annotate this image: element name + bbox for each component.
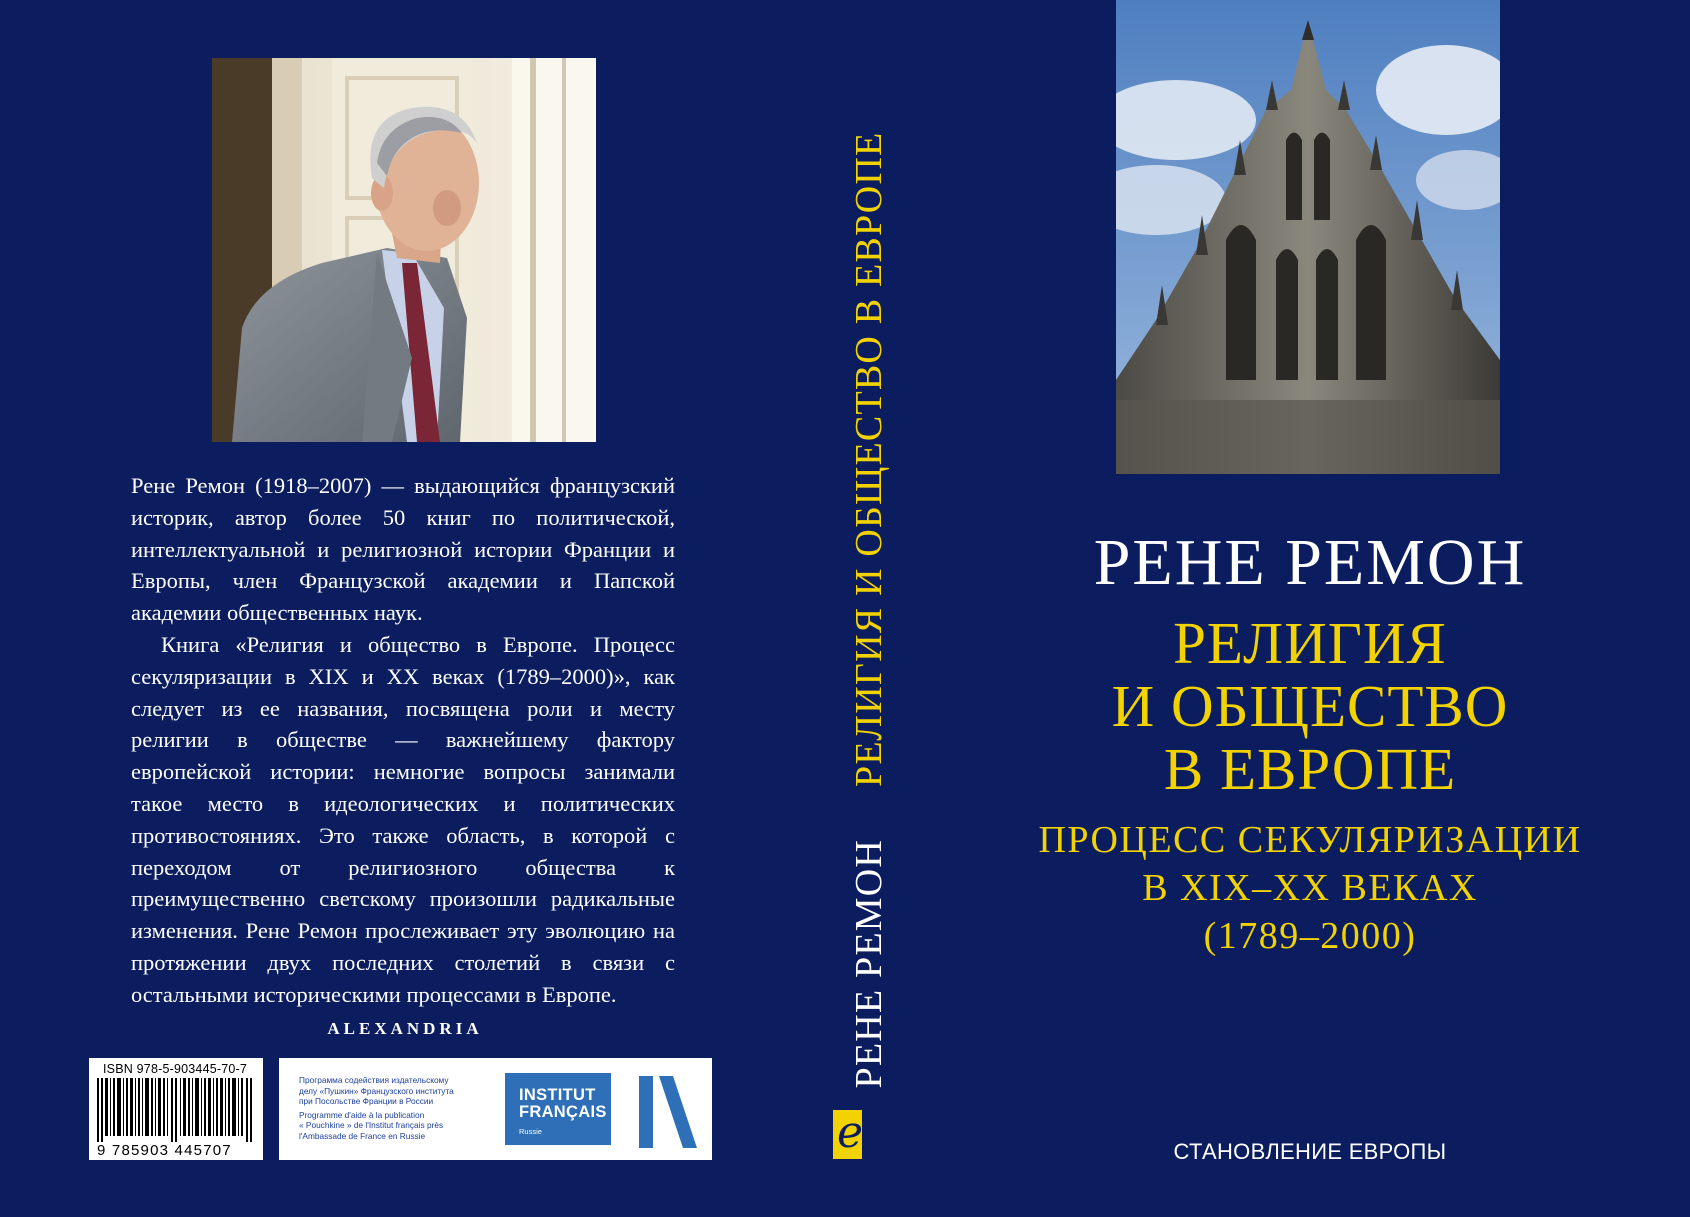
- program-ru-line: Программа содействия издательскому: [299, 1075, 449, 1085]
- publisher-logo: [833, 1107, 864, 1159]
- spine-title: РЕЛИГИЯ И ОБЩЕСТВО В ЕВРОПЕ: [848, 131, 890, 787]
- series-name: СТАНОВЛЕНИЕ ЕВРОПЫ: [1173, 1139, 1447, 1164]
- front-subtitle: [1000, 816, 1620, 960]
- subtitle-line: В XIX–XX ВЕКАХ: [1142, 867, 1478, 909]
- spine-author: РЕНЕ РЕМОН: [848, 838, 890, 1089]
- institut-logo-line3: Russie: [519, 1127, 542, 1136]
- title-line: И ОБЩЕСТВО: [1111, 673, 1509, 739]
- pushkin-program-logo-icon: [639, 1076, 699, 1148]
- program-fr-line: « Pouchkine » de l'Institut français près: [299, 1120, 444, 1130]
- subtitle-line: ПРОЦЕСС СЕКУЛЯРИЗАЦИИ: [1038, 819, 1582, 861]
- cathedral-photo: [1116, 0, 1500, 474]
- program-fr-line: Programme d'aide à la publication: [299, 1109, 425, 1120]
- partner-logos: [279, 1058, 712, 1160]
- blurb-author-bio: Рене Ремон (1918–2007) — выдающийся французский историк, автор более 50 книг по политической, интеллектуальной и религиозной истории Франции и Европы, член Французской академии и Папской академии общественных наук.: [131, 473, 675, 626]
- isbn-barcode: [89, 1058, 263, 1160]
- author-photo: [212, 58, 596, 442]
- institut-logo-line1: INSTITUT: [519, 1086, 596, 1104]
- publisher-logo-letter: e: [837, 1107, 864, 1158]
- subtitle-line: (1789–2000): [1203, 915, 1417, 957]
- author-blurb: [131, 470, 675, 1011]
- title-line: В ЕВРОПЕ: [1163, 736, 1457, 802]
- program-ru-line: при Посольстве Франции в России: [299, 1096, 434, 1106]
- front-title: [1000, 612, 1620, 801]
- institut-logo-line2: FRANÇAIS: [519, 1103, 607, 1121]
- program-text: [299, 1075, 499, 1141]
- blurb-book-summary: Книга «Религия и общество в Европе. Процесс секуляризации в XIX и XX веках (1789–2000)», как следует из ее названия, посвящена роли и месту религии в обществе — важнейшему фактору европейской истории: немногие вопросы занимали такое место в идеологических и политических противостояниях. Это также область, в которой с переходом от религиозного общества к преимущественно светскому произошли радикальные изменения. Рене Ремон прослеживает эту эволюцию на протяжении двух последних столетий в связи с остальными историческими процессами в Европе.: [131, 631, 675, 1007]
- spine-text: [847, 132, 891, 1089]
- barcode-icon: [95, 1078, 257, 1142]
- institut-francais-logo: [505, 1073, 611, 1145]
- front-author: РЕНЕ РЕМОН: [1093, 526, 1527, 599]
- program-ru-line: делу «Пушкин» Французского института: [299, 1085, 454, 1096]
- publisher-name: ALEXANDRIA: [327, 1019, 483, 1038]
- program-fr-line: l'Ambassade de France en Russie: [299, 1130, 426, 1141]
- barcode-number: 9 785903 445707: [97, 1142, 232, 1159]
- isbn-text: ISBN 978-5-903445-70-7: [103, 1062, 248, 1076]
- title-line: РЕЛИГИЯ: [1173, 610, 1447, 676]
